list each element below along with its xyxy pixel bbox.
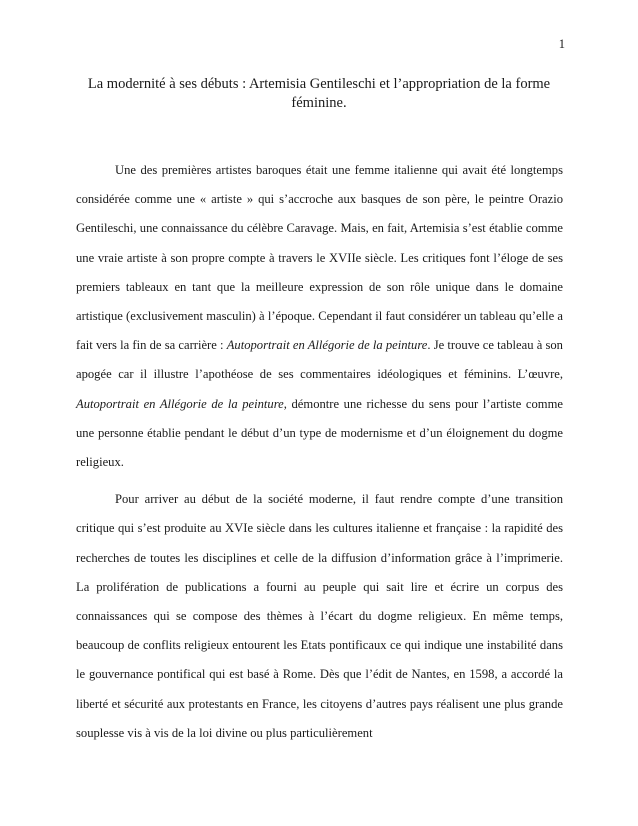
paragraph-1-text-c: , démontre une richesse du sens pour l’artiste comme une personne établie pendant le début d’un type de modernisme et d’un éloignement du dogme religieux. <box>76 396 563 470</box>
paragraph-1 <box>76 156 563 477</box>
paragraph-2: Pour arriver au début de la société moderne, il faut rendre compte d’une transition critique qui s’est produite au XVIe siècle dans les cultures italienne et française : la rapidité des recherches de toutes les disciplines et celle de la diffusion d’information grâce à l’imprimerie. La prolifération de publications a fourni au peuple qui sait lire et écrire un corpus des connaissances qui se compose des thèmes à l’écart du dogme religieux. En même temps, beaucoup de conflits religieux entourent les Etats pontificaux ce qui indique une instabilité dans le gouvernance pontifical qui est basé à Rome. Dès que l’édit de Nantes, en 1598, a accordé la liberté et sécurité aux protestants en France, les citoyens d’autres pays réalisent une plus grande souplesse vis à vis de la loi divine ou plus particulièrement <box>76 492 563 740</box>
document-title: La modernité à ses débuts : Artemisia Gentileschi et l’appropriation de la forme féminine. <box>87 76 551 111</box>
page-number: 1 <box>558 37 565 51</box>
paragraph-1-text-a: Une des premières artistes baroques était une femme italienne qui avait été longtemps considérée comme une « artiste » qui s’accroche aux basques de son père, le peintre Orazio Gentileschi, une connaissance du célèbre Caravage. Mais, en fait, Artemisia s’est établie comme une vraie artiste à son propre compte à travers le XVIIe siècle. Les critiques font l’éloge de ses premiers tableaux en tant que la meilleure expression de son rôle unique dans le domaine artistique (exclusivement masculin) à l’époque. Cependant il faut considérer un tableau qu’elle a fait vers la fin de sa carrière : <box>76 163 563 353</box>
artwork-title-2: Autoportrait en Allégorie de la peinture <box>76 396 284 411</box>
paragraph-1-text-b: . Je trouve ce tableau à son apogée car il illustre l’apothéose de ses commentaires idéologiques et féminins. L’œuvre, <box>76 338 563 382</box>
artwork-title-1: Autoportrait en Allégorie de la peinture <box>226 338 428 353</box>
document-body <box>76 156 563 756</box>
